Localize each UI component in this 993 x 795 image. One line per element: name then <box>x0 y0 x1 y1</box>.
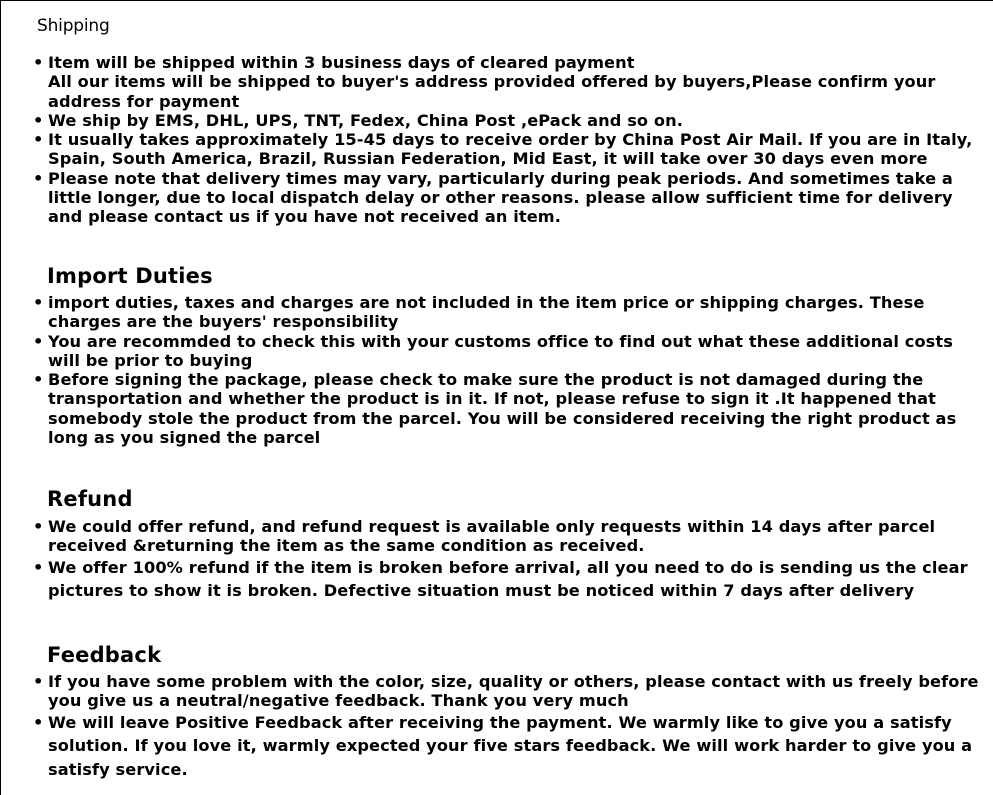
list-item-text: import duties, taxes and charges are not included in the item price or shipping charges. These charges are the buyers' responsibility <box>48 293 925 332</box>
list-item-text: Item will be shipped within 3 business days of cleared payment <box>48 53 635 72</box>
import-duties-list <box>23 293 983 447</box>
list-item-text: We offer 100% refund if the item is broken before arrival, all you need to do is sending us the clear pictures to show it is broken. Defective situation must be noticed within 7 days after delivery <box>48 557 968 601</box>
import-duties-heading: Import Duties <box>47 264 213 288</box>
list-item <box>23 711 983 782</box>
list-item <box>23 111 983 130</box>
list-item <box>23 370 983 447</box>
list-item-text: It usually takes approximately 15-45 days to receive order by China Post Air Mail. If you are in Italy, Spain, South America, Brazil, Russian Federation, Mid East, it will take over 30 days even more <box>48 130 973 169</box>
list-item-text: If you have some problem with the color, size, quality or others, please contact with us freely before you give us a neutral/negative feedback. Thank you very much <box>48 672 979 711</box>
list-item-text: You are recommded to check this with your customs office to find out what these additional costs will be prior to buying <box>48 331 953 370</box>
list-item-text: Before signing the package, please check to make sure the product is not damaged during the transportation and whether the product is in it. If not, please refuse to sign it .It happened that somebody stole the product from the parcel. You will be considered receiving the right product as long as you signed the parcel <box>48 370 957 448</box>
refund-heading: Refund <box>47 487 133 511</box>
list-item <box>23 332 983 371</box>
shipping-list <box>23 53 983 227</box>
list-item-continuation: All our items will be shipped to buyer's address provided offered by buyers,Please confirm your address for payment <box>48 72 936 111</box>
refund-list <box>23 517 983 603</box>
feedback-list <box>23 672 983 781</box>
list-item-text: We ship by EMS, DHL, UPS, TNT, Fedex, China Post ,ePack and so on. <box>48 110 683 130</box>
list-item <box>23 169 983 227</box>
list-item <box>23 293 983 332</box>
list-item-text: Please note that delivery times may vary, particularly during peak periods. And sometimes take a little longer, due to local dispatch delay or other reasons. please allow sufficient time for delivery and please contact us if you have not received an item. <box>48 168 953 227</box>
list-item <box>23 517 983 556</box>
list-item-text: We will leave Positive Feedback after receiving the payment. We warmly like to give you a satisfy solution. If you love it, warmly expected your five stars feedback. We will work harder to give you a satisfy service. <box>48 712 973 779</box>
list-item <box>23 672 983 711</box>
list-item <box>23 556 983 603</box>
feedback-heading: Feedback <box>47 643 162 667</box>
list-item <box>23 53 983 111</box>
list-item <box>23 130 983 169</box>
list-item-text: We could offer refund, and refund request is available only requests within 14 days after parcel received &returning the item as the same condition as received. <box>48 517 936 556</box>
shipping-heading: Shipping <box>37 16 110 36</box>
